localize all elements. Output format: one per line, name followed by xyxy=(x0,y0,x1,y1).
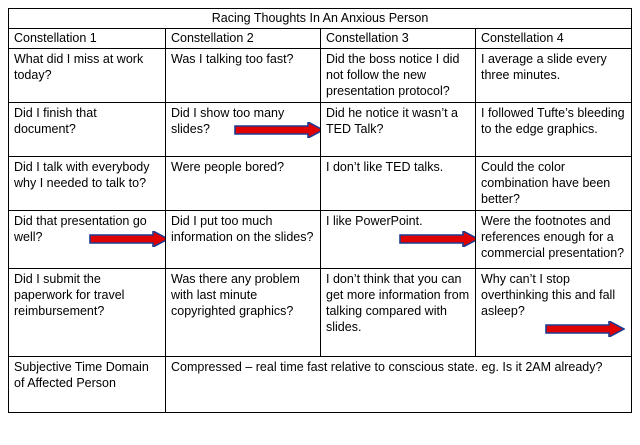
right-arrow-icon xyxy=(234,122,321,138)
cell-text: Did I put too much information on the slides? xyxy=(171,214,314,244)
cell-text: Did I submit the paperwork for travel reimbursement? xyxy=(14,272,125,318)
cell-text: Did I finish that document? xyxy=(14,106,97,136)
cell-text: Did he notice it wasn’t a TED Talk? xyxy=(326,106,459,136)
cell-text: I don’t like TED talks. xyxy=(326,160,444,174)
table-cell xyxy=(321,269,476,357)
table-cell xyxy=(321,49,476,103)
header-row xyxy=(9,29,632,49)
table-cell xyxy=(476,269,632,357)
cell-text: Were the footnotes and references enough for a commercial presentation? xyxy=(481,214,625,260)
cell-text: Did I show too many slides? xyxy=(171,106,285,136)
table-row xyxy=(9,103,632,157)
table-cell xyxy=(9,157,166,211)
footer-value-cell: Compressed – real time fast relative to conscious state. eg. Is it 2AM already? xyxy=(166,357,632,413)
table-cell xyxy=(9,103,166,157)
header-cell: Constellation 1 xyxy=(9,29,166,49)
cell-text: I don’t think that you can get more information from talking compared with slides. xyxy=(326,272,470,334)
header-cell: Constellation 3 xyxy=(321,29,476,49)
table-row xyxy=(9,157,632,211)
table-cell xyxy=(166,157,321,211)
cell-text: I like PowerPoint. xyxy=(326,214,423,228)
footer-row xyxy=(9,357,632,413)
table-cell xyxy=(476,49,632,103)
cell-text: Was there any problem with last minute copyrighted graphics? xyxy=(171,272,300,318)
table-cell xyxy=(9,211,166,269)
right-arrow-icon xyxy=(399,231,476,247)
table-cell xyxy=(321,103,476,157)
right-arrow-icon xyxy=(545,321,625,337)
cell-text: Why can’t I stop overthinking this and fall asleep? xyxy=(481,272,616,318)
cell-text: Were people bored? xyxy=(171,160,285,174)
table-cell xyxy=(476,103,632,157)
table-cell xyxy=(166,49,321,103)
cell-text: Was I talking too fast? xyxy=(171,52,294,66)
header-cell: Constellation 4 xyxy=(476,29,632,49)
footer-label-cell: Subjective Time Domain of Affected Person xyxy=(9,357,166,413)
table-cell xyxy=(9,49,166,103)
cell-text: What did I miss at work today? xyxy=(14,52,144,82)
table-title: Racing Thoughts In An Anxious Person xyxy=(9,9,632,29)
table-cell xyxy=(476,157,632,211)
cell-text: I average a slide every three minutes. xyxy=(481,52,607,82)
cell-text: I followed Tufte’s bleeding to the edge graphics. xyxy=(481,106,625,136)
table-cell xyxy=(166,211,321,269)
header-cell: Constellation 2 xyxy=(166,29,321,49)
table-cell xyxy=(476,211,632,269)
table-row xyxy=(9,49,632,103)
table-cell xyxy=(166,103,321,157)
cell-text: Did I talk with everybody why I needed to talk to? xyxy=(14,160,150,190)
cell-text: Did that presentation go well? xyxy=(14,214,147,244)
table-cell xyxy=(321,157,476,211)
table-cell xyxy=(321,211,476,269)
racing-thoughts-table xyxy=(8,8,632,413)
right-arrow-icon xyxy=(89,231,166,247)
table-row xyxy=(9,269,632,357)
title-row xyxy=(9,9,632,29)
table-row xyxy=(9,211,632,269)
table-cell xyxy=(166,269,321,357)
cell-text: Did the boss notice I did not follow the new presentation protocol? xyxy=(326,52,460,98)
table-cell xyxy=(9,269,166,357)
document xyxy=(8,8,632,413)
cell-text: Could the color combination have been better? xyxy=(481,160,611,206)
